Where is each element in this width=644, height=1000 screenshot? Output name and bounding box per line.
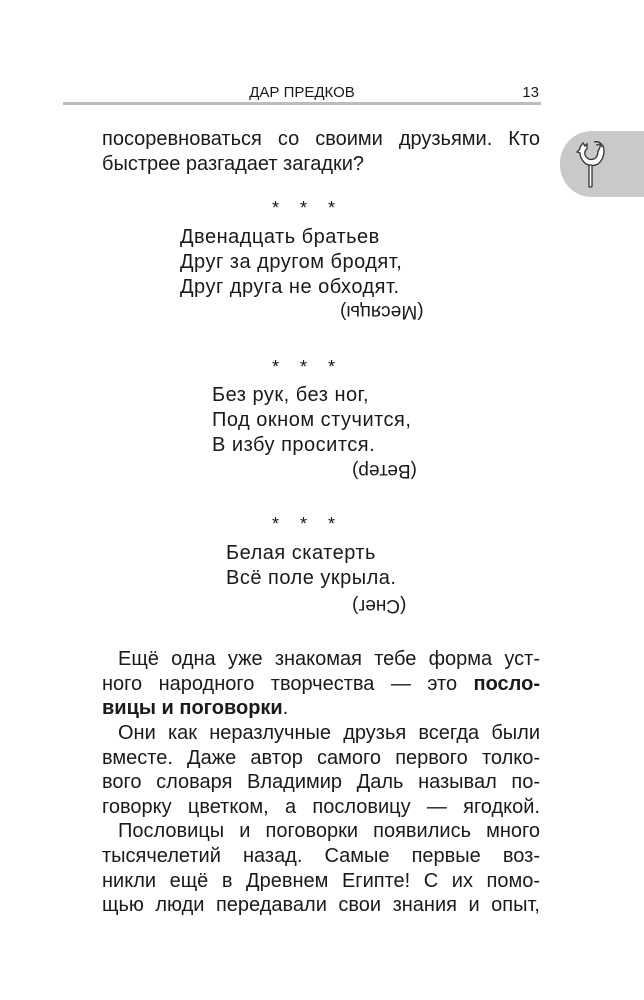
riddle-line: Двенадцать братьев [180,226,380,248]
paragraph-line: вого словаря Владимир Даль называл по- [102,771,540,793]
riddle-answer: (Ветер) [352,460,417,481]
riddle-line: Всё поле укрыла. [226,566,397,589]
riddle-line: Друг друга не обходят. [180,275,400,298]
running-header [62,84,542,104]
riddle-separator: * * * [272,514,344,534]
intro-line: посоревноваться со своими друзьями. Кто [102,128,540,150]
riddle-answer: (Снег) [352,595,407,616]
rooster-lollipop-icon [574,139,610,191]
riddle-line: Под окном стучится, [212,408,412,431]
riddle-separator: * * * [272,357,344,377]
riddle-1 [180,225,402,299]
paragraph-line [102,672,540,696]
riddle-answer: (Месяцы) [340,301,424,322]
text-run: ного народного творчества — это [102,673,474,695]
page-number: 13 [522,84,539,101]
paragraph-line: Пословицы и поговорки появились много [118,820,540,842]
riddle-3 [226,541,396,591]
paragraph-line: никли ещё в Древнем Египте! С их помо- [102,870,540,892]
section-tab [560,131,644,197]
paragraph-line [102,696,540,720]
header-rule [63,102,541,105]
riddle-separator: * * * [272,198,344,218]
bold-term: вицы и поговорки [102,697,283,719]
riddle-2 [212,383,411,457]
bold-term: посло- [473,673,540,695]
paragraph-line: Они как неразлучные друзья всегда были [118,722,540,744]
intro-line: быстрее разгадает загадки? [102,153,365,175]
chapter-title: ДАР ПРЕДКОВ [249,84,355,101]
riddle-line: Друг за другом бродят, [180,250,403,273]
paragraph-line: говорку цветком, а пословицу — ягодкой. [102,796,540,818]
riddle-line: Белая скатерть [226,542,376,564]
text-run: . [282,697,289,719]
riddle-line: Без рук, без ног, [212,384,370,406]
paragraph-line: вместе. Даже автор самого первого толко- [102,747,540,769]
paragraph-line: тысячелетий назад. Самые первые воз- [102,845,540,867]
paragraph-line: Ещё одна уже знакомая тебе форма уст- [118,648,540,670]
paragraph-line: щью люди передавали свои знания и опыт, [102,894,540,916]
riddle-line: В избу просится. [212,433,376,456]
